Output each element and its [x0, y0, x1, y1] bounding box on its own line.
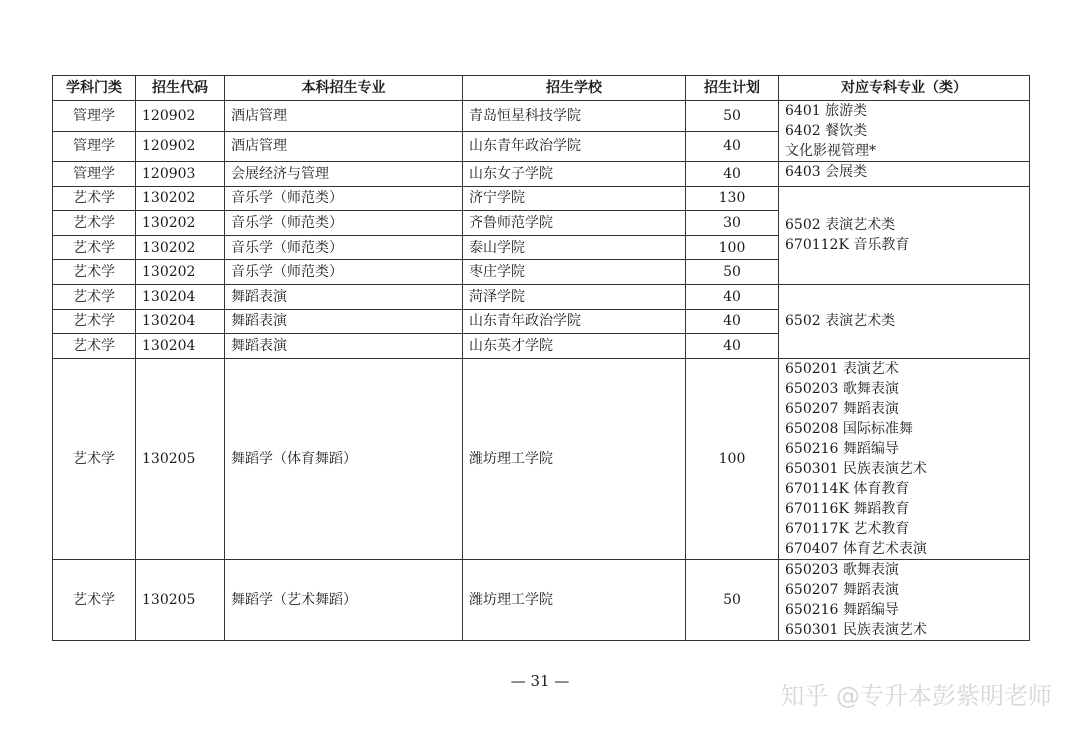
code-cell: 120903 [136, 162, 225, 187]
school-cell: 青岛恒星科技学院 [463, 101, 686, 132]
code-cell: 130204 [136, 309, 225, 334]
plan-cell: 40 [686, 309, 779, 334]
major-cell: 音乐学（师范类） [225, 186, 463, 211]
junior-major-cell [779, 358, 1030, 559]
header-junior-major: 对应专科专业（类） [779, 76, 1030, 101]
school-cell: 菏泽学院 [463, 284, 686, 309]
plan-cell: 40 [686, 131, 779, 162]
major-cell: 舞蹈学（艺术舞蹈） [225, 559, 463, 640]
code-cell: 130202 [136, 235, 225, 260]
junior-major-item: 6403 会展类 [785, 164, 868, 180]
plan-cell: 40 [686, 334, 779, 359]
plan-cell: 30 [686, 211, 779, 236]
junior-major-item: 650207 舞蹈表演 [785, 581, 899, 598]
junior-major-item: 670407 体育艺术表演 [785, 540, 927, 557]
junior-major-item: 670114K 体育教育 [785, 480, 910, 497]
page-number: — 31 — [510, 672, 570, 690]
major-cell: 音乐学（师范类） [225, 211, 463, 236]
code-cell: 130202 [136, 211, 225, 236]
header-school: 招生学校 [463, 76, 686, 101]
header-category: 学科门类 [53, 76, 136, 101]
code-cell: 130204 [136, 284, 225, 309]
junior-major-item: 650216 舞蹈编导 [785, 601, 899, 618]
junior-major-item: 6401 旅游类 [785, 103, 868, 119]
plan-cell: 50 [686, 101, 779, 132]
major-cell: 舞蹈表演 [225, 334, 463, 359]
code-cell: 120902 [136, 101, 225, 132]
school-cell: 潍坊理工学院 [463, 559, 686, 640]
major-cell: 舞蹈学（体育舞蹈） [225, 358, 463, 559]
junior-major-item: 670116K 舞蹈教育 [785, 500, 910, 517]
junior-major-item: 650216 舞蹈编导 [785, 440, 899, 457]
junior-major-item: 6502 表演艺术类 [785, 313, 896, 330]
major-cell: 酒店管理 [225, 101, 463, 132]
major-cell: 音乐学（师范类） [225, 235, 463, 260]
junior-major-item: 650208 国际标准舞 [785, 420, 913, 437]
table-row [53, 101, 1030, 132]
plan-cell: 50 [686, 260, 779, 285]
plan-cell: 100 [686, 235, 779, 260]
table-row [53, 186, 1030, 211]
table-row [53, 284, 1030, 309]
junior-major-item: 670117K 艺术教育 [785, 520, 910, 537]
category-cell: 管理学 [53, 101, 136, 132]
table-header-row [53, 76, 1030, 101]
major-cell: 酒店管理 [225, 131, 463, 162]
junior-major-item: 670112K 音乐教育 [785, 237, 910, 254]
code-cell: 120902 [136, 131, 225, 162]
code-cell: 130204 [136, 334, 225, 359]
junior-major-item: 650201 表演艺术 [785, 360, 899, 377]
category-cell: 艺术学 [53, 235, 136, 260]
major-cell: 会展经济与管理 [225, 162, 463, 187]
plan-cell: 40 [686, 284, 779, 309]
junior-major-item: 文化影视管理* [785, 143, 876, 159]
junior-major-item: 650301 民族表演艺术 [785, 460, 927, 477]
table-row [53, 162, 1030, 187]
junior-major-item: 6402 餐饮类 [785, 123, 868, 139]
school-cell: 山东青年政治学院 [463, 309, 686, 334]
junior-major-item: 6502 表演艺术类 [785, 217, 896, 234]
major-cell: 舞蹈表演 [225, 284, 463, 309]
school-cell: 济宁学院 [463, 186, 686, 211]
school-cell: 齐鲁师范学院 [463, 211, 686, 236]
junior-major-cell [779, 162, 1030, 187]
header-code: 招生代码 [136, 76, 225, 101]
category-cell: 艺术学 [53, 334, 136, 359]
zhihu-watermark: 知乎 @专升本彭紫明老师 [780, 682, 1052, 710]
category-cell: 艺术学 [53, 358, 136, 559]
plan-cell: 50 [686, 559, 779, 640]
school-cell: 山东女子学院 [463, 162, 686, 187]
junior-major-cell [779, 186, 1030, 284]
junior-major-item: 650203 歌舞表演 [785, 380, 899, 397]
header-major: 本科招生专业 [225, 76, 463, 101]
junior-major-cell [779, 284, 1030, 358]
category-cell: 艺术学 [53, 559, 136, 640]
code-cell: 130205 [136, 559, 225, 640]
plan-cell: 40 [686, 162, 779, 187]
junior-major-item: 650207 舞蹈表演 [785, 400, 899, 417]
category-cell: 艺术学 [53, 186, 136, 211]
table-row [53, 559, 1030, 640]
junior-major-item: 650203 歌舞表演 [785, 561, 899, 578]
school-cell: 泰山学院 [463, 235, 686, 260]
school-cell: 山东英才学院 [463, 334, 686, 359]
school-cell: 枣庄学院 [463, 260, 686, 285]
major-cell: 舞蹈表演 [225, 309, 463, 334]
admission-plan-table [52, 75, 1030, 641]
category-cell: 艺术学 [53, 211, 136, 236]
code-cell: 130202 [136, 186, 225, 211]
header-plan: 招生计划 [686, 76, 779, 101]
school-cell: 山东青年政治学院 [463, 131, 686, 162]
table-row [53, 358, 1030, 559]
category-cell: 艺术学 [53, 284, 136, 309]
plan-cell: 100 [686, 358, 779, 559]
category-cell: 艺术学 [53, 260, 136, 285]
junior-major-cell [779, 559, 1030, 640]
junior-major-cell [779, 101, 1030, 162]
code-cell: 130205 [136, 358, 225, 559]
category-cell: 艺术学 [53, 309, 136, 334]
junior-major-item: 650301 民族表演艺术 [785, 621, 927, 638]
code-cell: 130202 [136, 260, 225, 285]
major-cell: 音乐学（师范类） [225, 260, 463, 285]
school-cell: 潍坊理工学院 [463, 358, 686, 559]
plan-cell: 130 [686, 186, 779, 211]
category-cell: 管理学 [53, 162, 136, 187]
category-cell: 管理学 [53, 131, 136, 162]
